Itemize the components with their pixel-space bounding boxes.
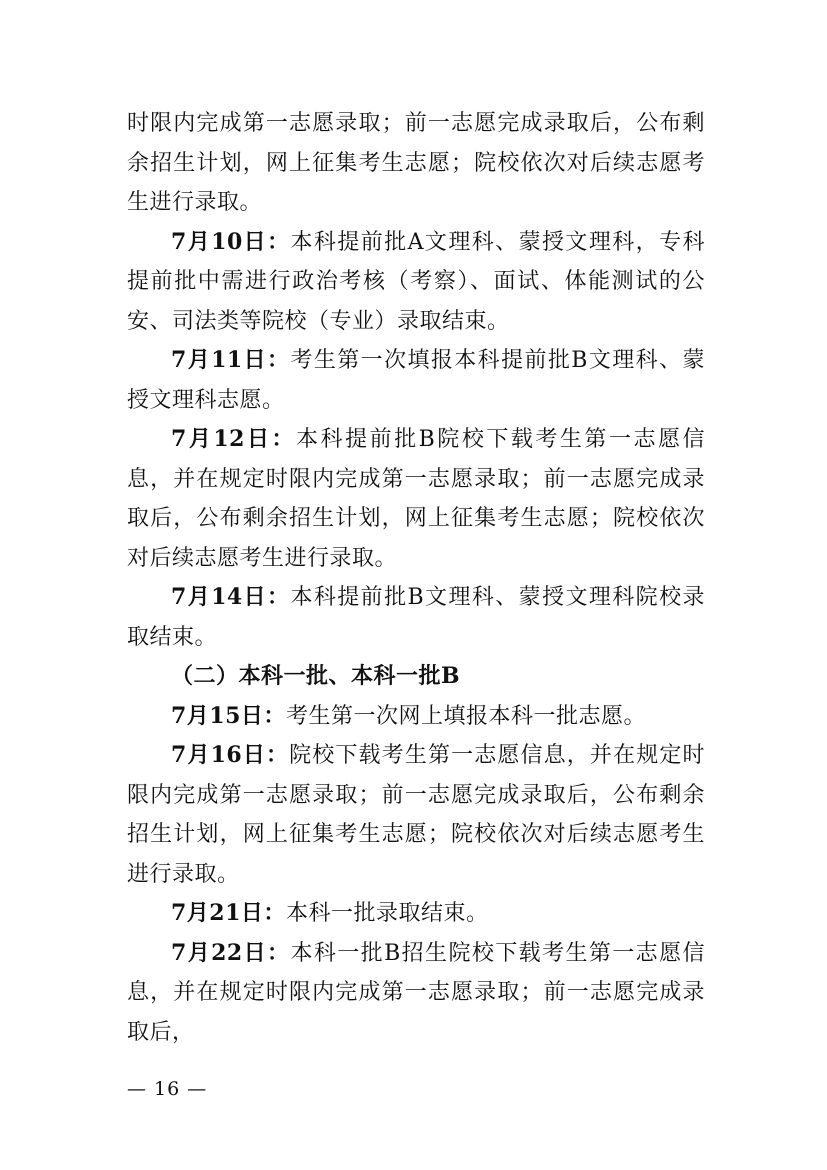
paragraph-july-22 <box>127 934 705 1053</box>
paragraph-date: 7月10日： <box>171 228 291 255</box>
paragraph-text: 考生第一次网上填报本科一批志愿。 <box>285 703 646 729</box>
paragraph-july-14 <box>127 578 705 657</box>
paragraph-text: 考生第一次填报本科提前批B文理科、蒙授文理科志愿。 <box>127 348 705 413</box>
paragraph-date: 7月12日： <box>171 426 297 452</box>
paragraph-text: 本科一批录取结束。 <box>285 901 489 926</box>
paragraph-date: 7月11日： <box>171 347 291 373</box>
paragraph-text: 本科一批B招生院校下载考生第一志愿信息，并在规定时限内完成第一志愿录取；前一志愿完成录取后， <box>127 940 705 1045</box>
paragraph-text: 时限内完成第一志愿录取；前一志愿完成录取后，公布剩余招生计划，网上征集考生志愿；院校依次对后续志愿考生进行录取。 <box>127 111 705 215</box>
paragraph-july-16 <box>127 736 705 894</box>
paragraph-text: 本科提前批B文理科、蒙授文理科院校录取结束。 <box>127 585 705 650</box>
paragraph-text: 院校下载考生第一志愿信息，并在规定时限内完成第一志愿录取；前一志愿完成录取后，公布剩余招生计划，网上征集考生志愿；院校依次对后续志愿考生进行录取。 <box>127 743 705 887</box>
section-heading: （二）本科一批、本科一批B <box>171 663 461 689</box>
paragraph-july-10 <box>127 223 705 342</box>
paragraph-text: 本科提前批A文理科、蒙授文理科，专科提前批中需进行政治考核（考察）、面试、体能测试的公安、司法类等院校（专业）录取结束。 <box>127 229 705 334</box>
document-body <box>127 104 705 1052</box>
paragraph-date: 7月21日： <box>171 900 286 926</box>
paragraph-date: 7月16日： <box>171 742 290 768</box>
paragraph-continuation <box>127 104 705 223</box>
paragraph-july-12 <box>127 420 705 578</box>
paragraph-text: 本科提前批B院校下载考生第一志愿信息，并在规定时限内完成第一志愿录取；前一志愿完成录取后，公布剩余招生计划，网上征集考生志愿；院校依次对后续志愿考生进行录取。 <box>127 427 705 571</box>
paragraph-july-21 <box>127 894 705 934</box>
paragraph-date: 7月22日： <box>171 939 291 966</box>
paragraph-date: 7月14日： <box>171 584 291 610</box>
paragraph-date: 7月15日： <box>171 702 286 729</box>
page-number: — 16 — <box>127 1078 208 1100</box>
paragraph-july-11 <box>127 341 705 420</box>
paragraph-july-15 <box>127 697 705 737</box>
